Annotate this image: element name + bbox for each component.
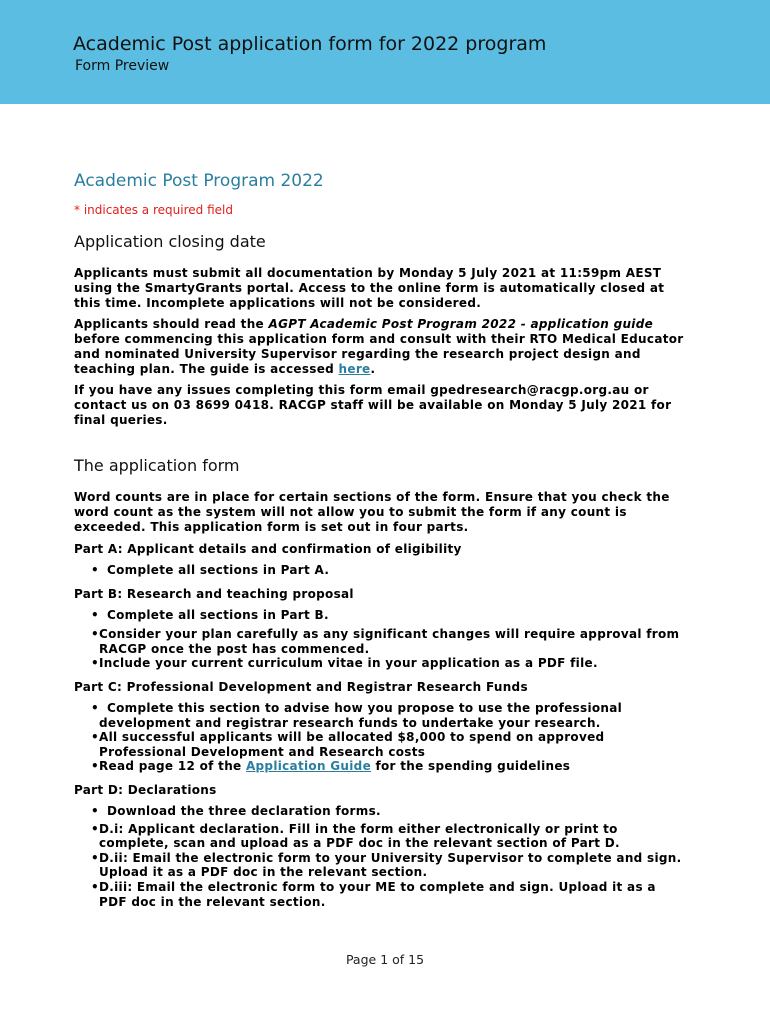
part-c-heading: Part C: Professional Development and Registrar Research Funds	[74, 679, 528, 694]
closing-paragraph-2-end: .	[370, 362, 376, 376]
form-content	[74, 168, 684, 918]
part-b-heading: Part B: Research and teaching proposal	[74, 586, 354, 601]
part-c-item3-text: Read page 12 of the	[99, 759, 246, 774]
part-c-item3-text-end: for the spending guidelines	[371, 759, 571, 774]
bullet-icon: •	[91, 803, 99, 818]
list-item: • Download the three declaration forms.	[91, 803, 381, 818]
list-item	[74, 759, 684, 774]
part-a-list	[74, 563, 684, 578]
list-item: • D.iii: Email the electronic form to your ME to complete and sign. Upload it as a PDF doc in the relevant section.	[91, 879, 656, 909]
closing-paragraph-3: If you have any issues completing this form email gpedresearch@racgp.org.au or contact us on 03 8699 0418. RACGP staff will be available on Monday 5 July 2021 for final queries.	[74, 383, 672, 427]
part-d-list	[74, 804, 684, 909]
bullet-icon: •	[91, 850, 99, 865]
bullet-icon: •	[91, 879, 99, 894]
list-item: • D.i: Applicant declaration. Fill in the form either electronically or print to complete, scan and upload as a PDF doc in the relevant section of Part D.	[91, 821, 620, 851]
closing-paragraph-1: Applicants must submit all documentation by Monday 5 July 2021 at 11:59pm AEST using the SmartyGrants portal. Access to the online form is automatically closed at this time. Incomplete applications will not be considered.	[74, 266, 665, 310]
part-b-list	[74, 608, 684, 671]
bullet-icon: •	[91, 656, 99, 671]
page-title: Academic Post application form for 2022 program	[73, 33, 547, 55]
application-form-heading: The application form	[74, 456, 240, 475]
bullet-icon: •	[91, 759, 99, 774]
list-item: • Complete all sections in Part B.	[91, 607, 329, 622]
guide-link[interactable]: here	[338, 362, 371, 376]
application-guide-link[interactable]: Application Guide	[245, 759, 372, 774]
part-c-list	[74, 701, 684, 774]
form-title: Academic Post Program 2022	[74, 171, 324, 191]
list-item: • Complete all sections in Part A.	[91, 563, 330, 577]
required-field-note: * indicates a required field	[74, 203, 233, 217]
bullet-icon: •	[91, 700, 99, 715]
closing-paragraph-2-text-cont: before commencing this application form and consult with their RTO Medical Educator and nominated University Supervisor regarding the research project design and teaching plan. The guide is accessed	[74, 332, 684, 376]
list-item: • Consider your plan carefully as any significant changes will require approval from RACGP once the post has commenced.	[91, 627, 680, 656]
bullet-icon: •	[91, 607, 99, 622]
list-item: • Complete this section to advise how you propose to use the professional development and registrar research funds to undertake your research.	[91, 700, 623, 730]
list-item: • All successful applicants will be allocated $8,000 to spend on approved Professional Development and Research costs	[91, 730, 605, 759]
guide-title: AGPT Academic Post Program 2022 - application guide	[268, 317, 654, 331]
page-subtitle: Form Preview	[75, 58, 170, 74]
closing-paragraph-2-text: Applicants should read the	[74, 317, 269, 331]
header-banner	[0, 0, 770, 104]
list-item: • D.ii: Email the electronic form to your University Supervisor to complete and sign. Upload it as a PDF doc in the relevant section.	[91, 850, 682, 880]
page-number: Page 1 of 15	[345, 952, 425, 967]
closing-date-heading: Application closing date	[74, 232, 266, 251]
closing-paragraph-2	[74, 317, 684, 377]
bullet-icon: •	[91, 821, 99, 836]
bullet-icon: •	[91, 627, 99, 642]
application-intro: Word counts are in place for certain sections of the form. Ensure that you check the word count as the system will not allow you to submit the form if any count is exceeded. This application form is set out in four parts.	[74, 490, 670, 534]
part-d-heading: Part D: Declarations	[74, 782, 217, 797]
part-a-heading: Part A: Applicant details and confirmation of eligibility	[74, 542, 462, 556]
bullet-icon: •	[91, 563, 99, 577]
list-item: • Include your current curriculum vitae in your application as a PDF file.	[91, 656, 598, 671]
bullet-icon: •	[91, 730, 99, 745]
